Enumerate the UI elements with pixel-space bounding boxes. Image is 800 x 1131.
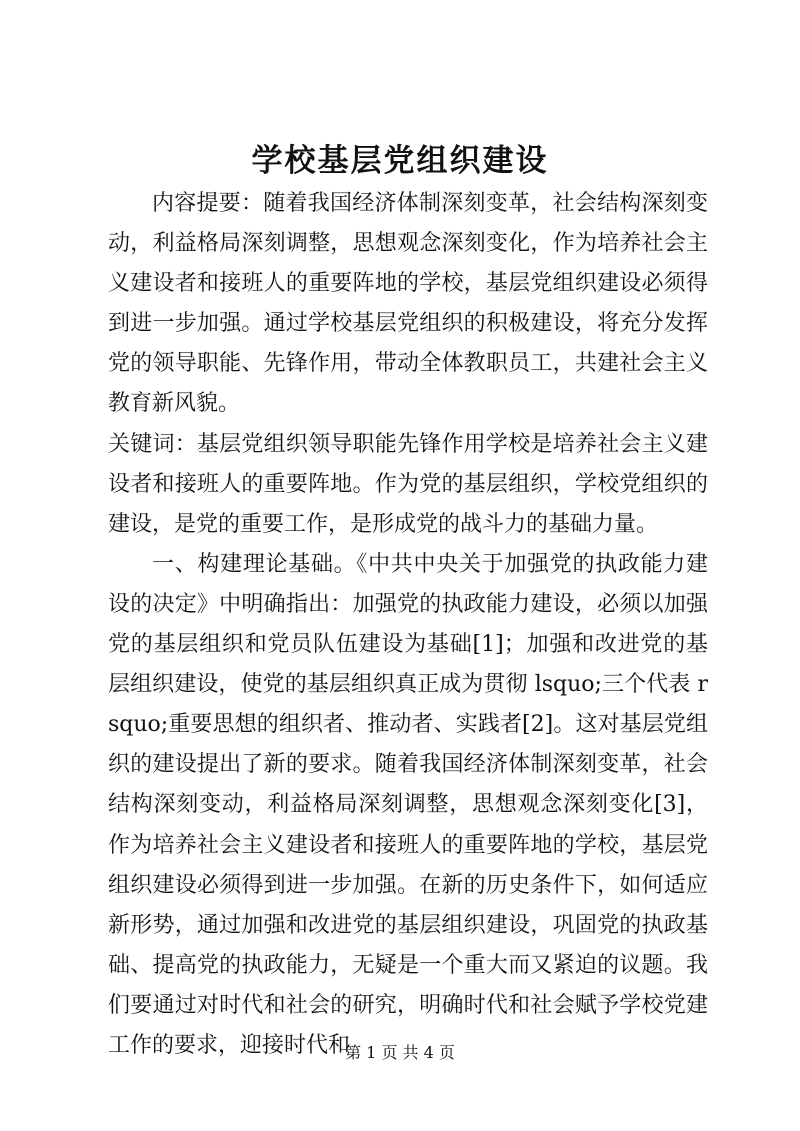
page-number-footer: 第 1 页 共 4 页 [345, 1043, 455, 1062]
section-one-paragraph: 一、构建理论基础。《中共中央关于加强党的执政能力建设的决定》中明确指出：加强党的执政能力建设，必须以加强党的基层组织和党员队伍建设为基础[1]；加强和改进党的基层组织建设，使党的基层组织真正成为贯彻 lsquo;三个代表 rsquo;重要思想的组织者、推动者、实践者[2]。这对基层党组织的建设提出了新的要求。随着我国经济体制深刻变革，社会结构深刻变动，利益格局深刻调整，思想观念深刻变化[3]，作为培养社会主义建设者和接班人的重要阵地的学校，基层党组织建设必须得到进一步加强。在新的历史条件下，如何适应新形势，通过加强和改进党的基层组织建设，巩固党的执政基础、提高党的执政能力，无疑是一个重大而又紧迫的议题。我们要通过对时代和社会的研究，明确时代和社会赋予学校党建工作的要求，迎接时代和 [108, 551, 708, 1058]
abstract-paragraph: 内容提要：随着我国经济体制深刻变革，社会结构深刻变动，利益格局深刻调整，思想观念深刻变化，作为培养社会主义建设者和接班人的重要阵地的学校，基层党组织建设必须得到进一步加强。通过学校基层党组织的积极建设，将充分发挥党的领导职能、先锋作用，带动全体教职员工，共建社会主义教育新风貌。 [108, 191, 708, 417]
document-body [108, 184, 708, 1066]
keywords-paragraph: 关键词：基层党组织领导职能先锋作用学校是培养社会主义建设者和接班人的重要阵地。作为党的基层组织，学校党组织的建设，是党的重要工作，是形成党的战斗力的基础力量。 [108, 431, 708, 537]
document-title: 学校基层党组织建设 [251, 143, 549, 179]
